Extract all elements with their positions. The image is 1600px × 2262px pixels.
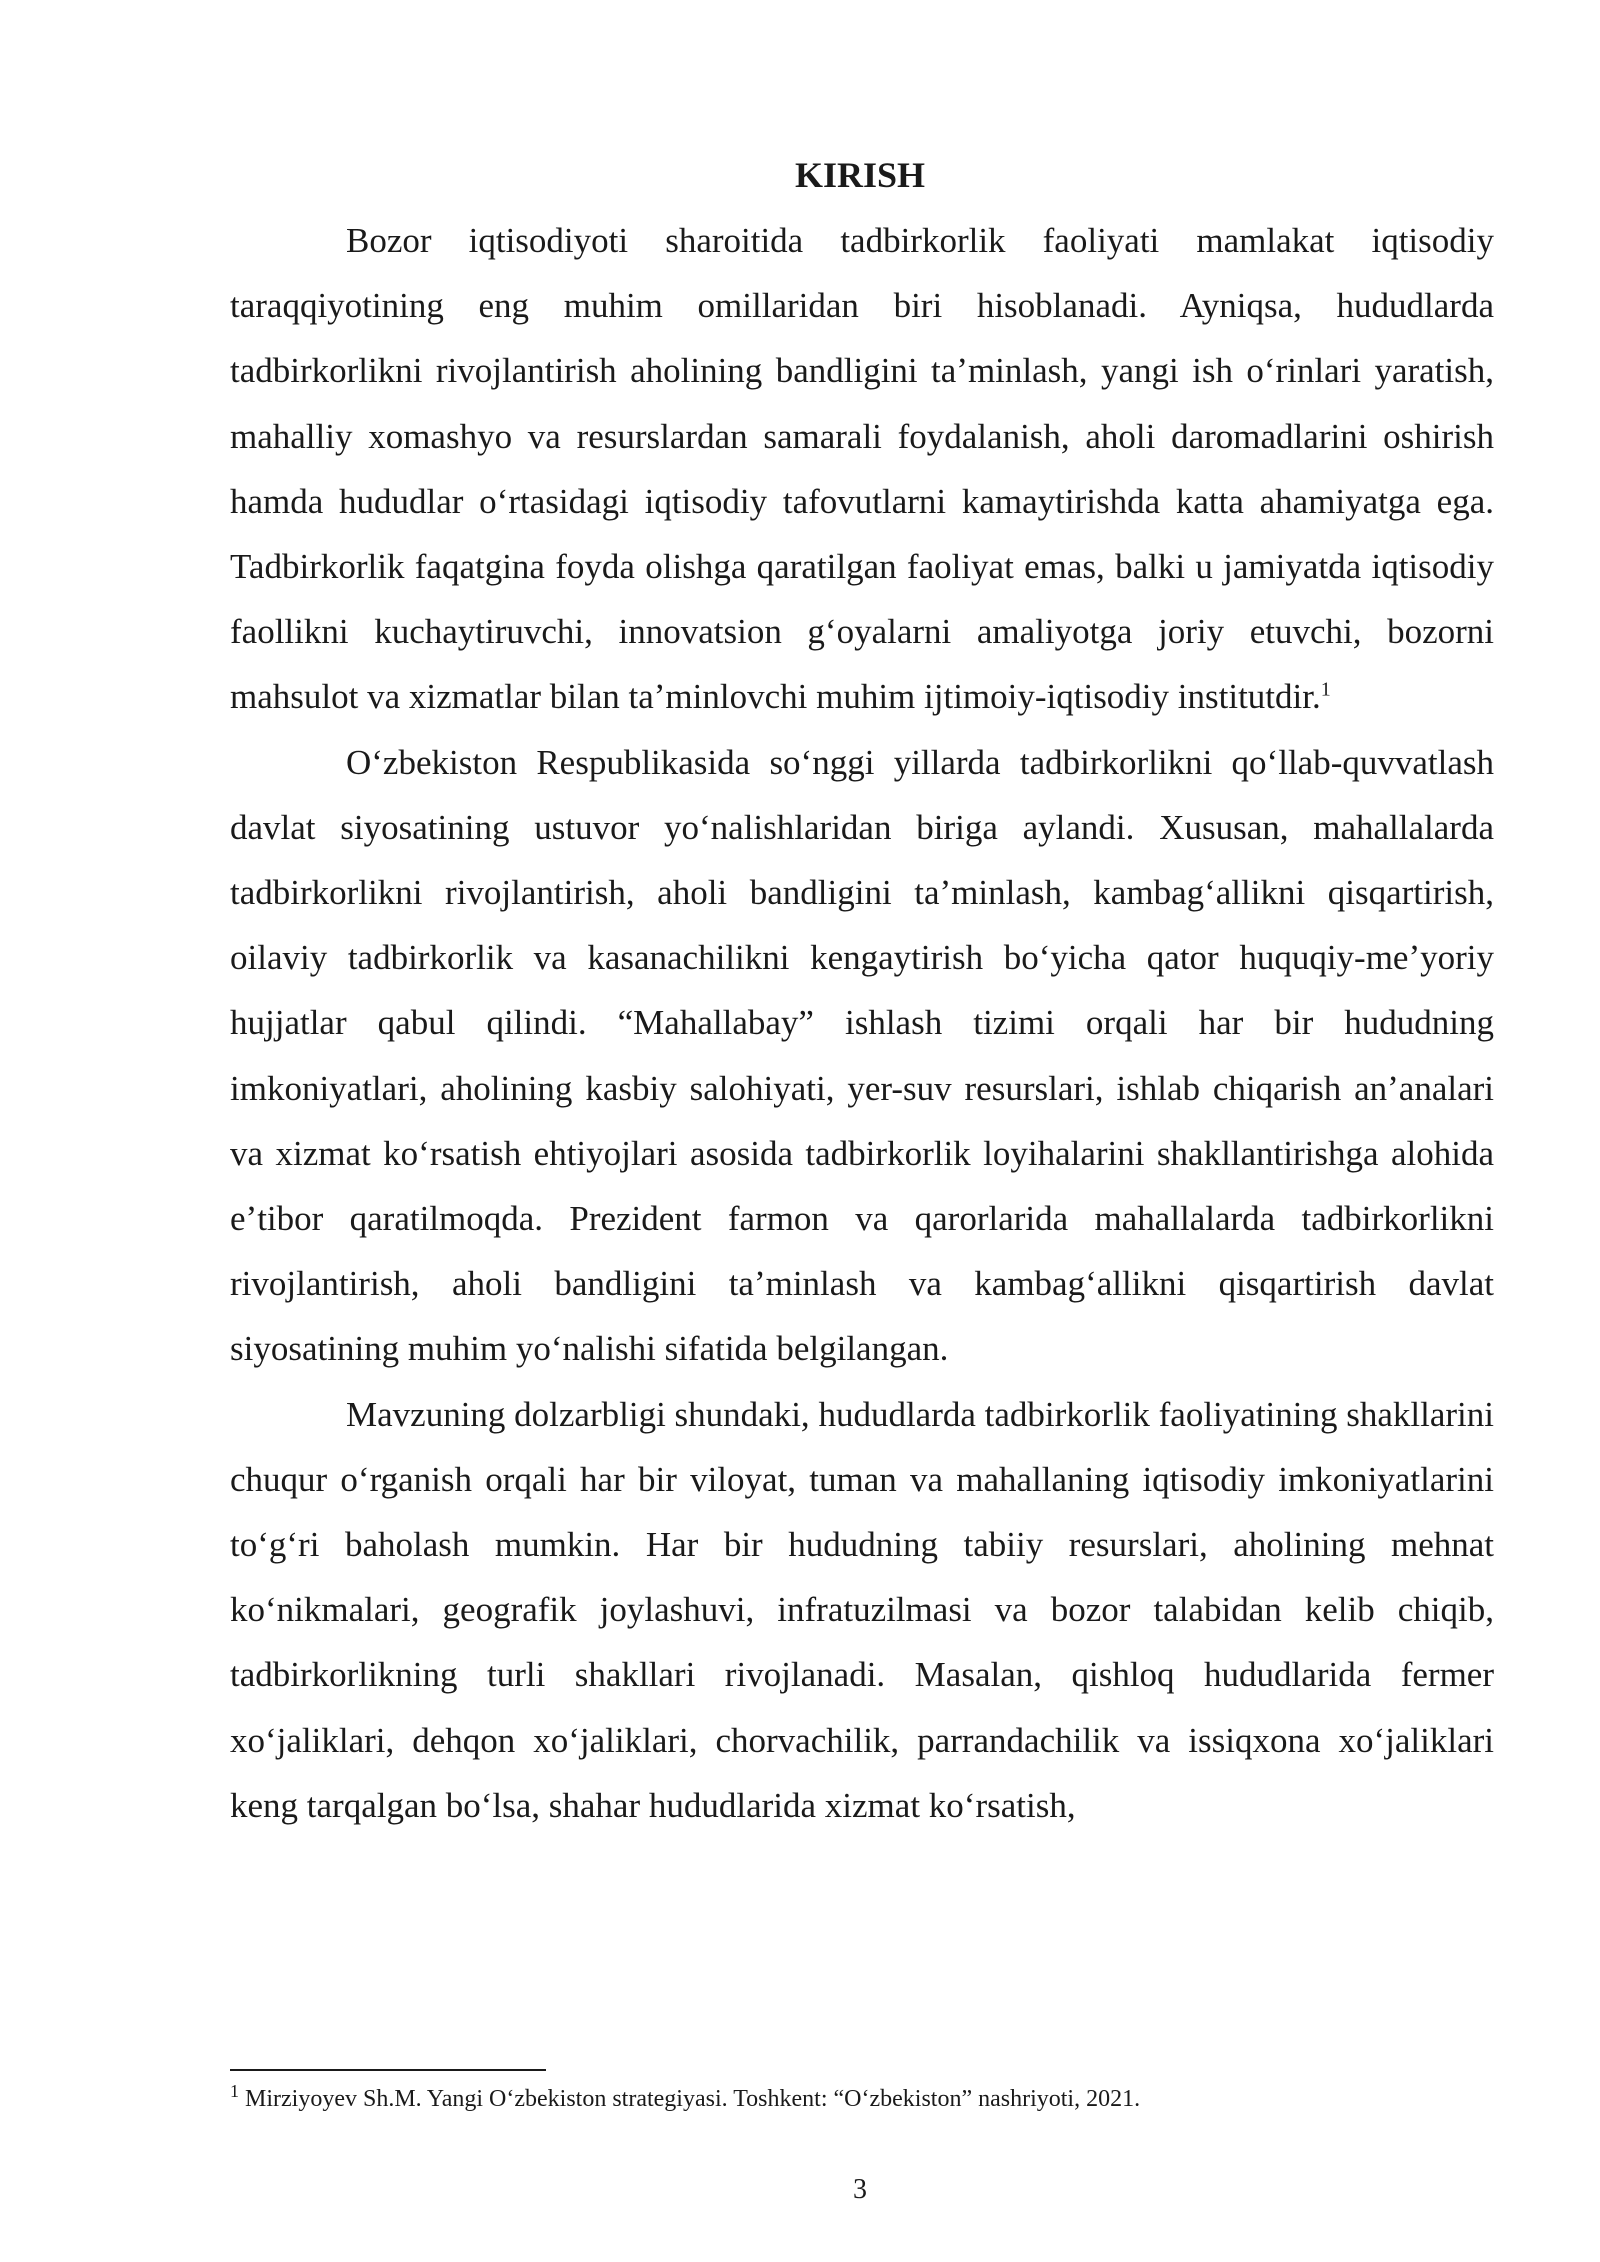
paragraph-2-text: Oʻzbekiston Respublikasida soʻnggi yillarda tadbirkorlikni qoʻllab-quvvatlash davlat siyosatining ustuvor yoʻnalishlaridan biriga aylandi. Xususan, mahallalarda tadbirkorlikni rivojlantirish, aholi bandligini taʼminlash, kambagʻallikni qisqartirish, oilaviy tadbirkorlik va kasanachilikni kengaytirish boʻyicha qator huquqiy-meʼyoriy hujjatlar qabul qilindi. “Mahallabay” ishlash tizimi orqali har bir hududning imkoniyatlari, aholining kasbiy salohiyati, yer-suv resurslari, ishlab chiqarish anʼanalari va xizmat koʻrsatish ehtiyojlari asosida tadbirkorlik loyihalarini shakllantirishga alohida eʼtibor qaratilmoqda. Prezident farmon va qarorlarida mahallalarda tadbirkorlikni rivojlantirish, aholi bandligini taʼminlash va kambagʻallikni qisqartirish davlat siyosatining muhim yoʻnalishi sifatida belgilangan.	[230, 742, 1494, 1369]
footnote-separator	[230, 2069, 546, 2071]
paragraph-2	[230, 730, 1494, 1382]
paragraph-1-text: Bozor iqtisodiyoti sharoitida tadbirkorlik faoliyati mamlakat iqtisodiy taraqqiyotining eng muhim omillaridan biri hisoblanadi. Ayniqsa, hududlarda tadbirkorlikni rivojlantirish aholining bandligini taʼminlash, yangi ish oʻrinlari yaratish, mahalliy xomashyo va resurslardan samarali foydalanish, aholi daromadlarini oshirish hamda hududlar oʻrtasidagi iqtisodiy tafovutlarni kamaytirishda katta ahamiyatga ega. Tadbirkorlik faqatgina foyda olishga qaratilgan faoliyat emas, balki u jamiyatda iqtisodiy faollikni kuchaytiruvchi, innovatsion gʻoyalarni amaliyotga joriy etuvchi, bozorni mahsulot va xizmatlar bilan taʼminlovchi muhim ijtimoiy-iqtisodiy institutdir.	[230, 221, 1494, 717]
body-text	[230, 208, 1494, 1838]
page-number: 3	[853, 2174, 867, 2205]
footnote-number: 1	[230, 2081, 239, 2101]
paragraph-1	[230, 208, 1494, 730]
section-title: KIRISH	[794, 155, 926, 195]
paragraph-3-text: Mavzuning dolzarbligi shundaki, hududlarda tadbirkorlik faoliyatining shakllarini chuqur oʻrganish orqali har bir viloyat, tuman va mahallaning iqtisodiy imkoniyatlarini toʻgʻri baholash mumkin. Har bir hududning tabiiy resurslari, aholining mehnat koʻnikmalari, geografik joylashuvi, infratuzilmasi va bozor talabidan kelib chiqib, tadbirkorlikning turli shakllari rivojlanadi. Masalan, qishloq hududlarida fermer xoʻjaliklari, dehqon xoʻjaliklari, chorvachilik, parrandachilik va issiqxona xoʻjaliklari keng tarqalgan boʻlsa, shahar hududlarida xizmat koʻrsatish,	[230, 1394, 1494, 1825]
footnote	[230, 2082, 1140, 2116]
paragraph-3	[230, 1382, 1494, 1838]
footnote-reference[interactable]: 1	[1320, 678, 1331, 701]
footnote-text: Mirziyoyev Sh.M. Yangi Oʻzbekiston strategiyasi. Toshkent: “Oʻzbekiston” nashriyoti, 2021.	[245, 2086, 1141, 2112]
